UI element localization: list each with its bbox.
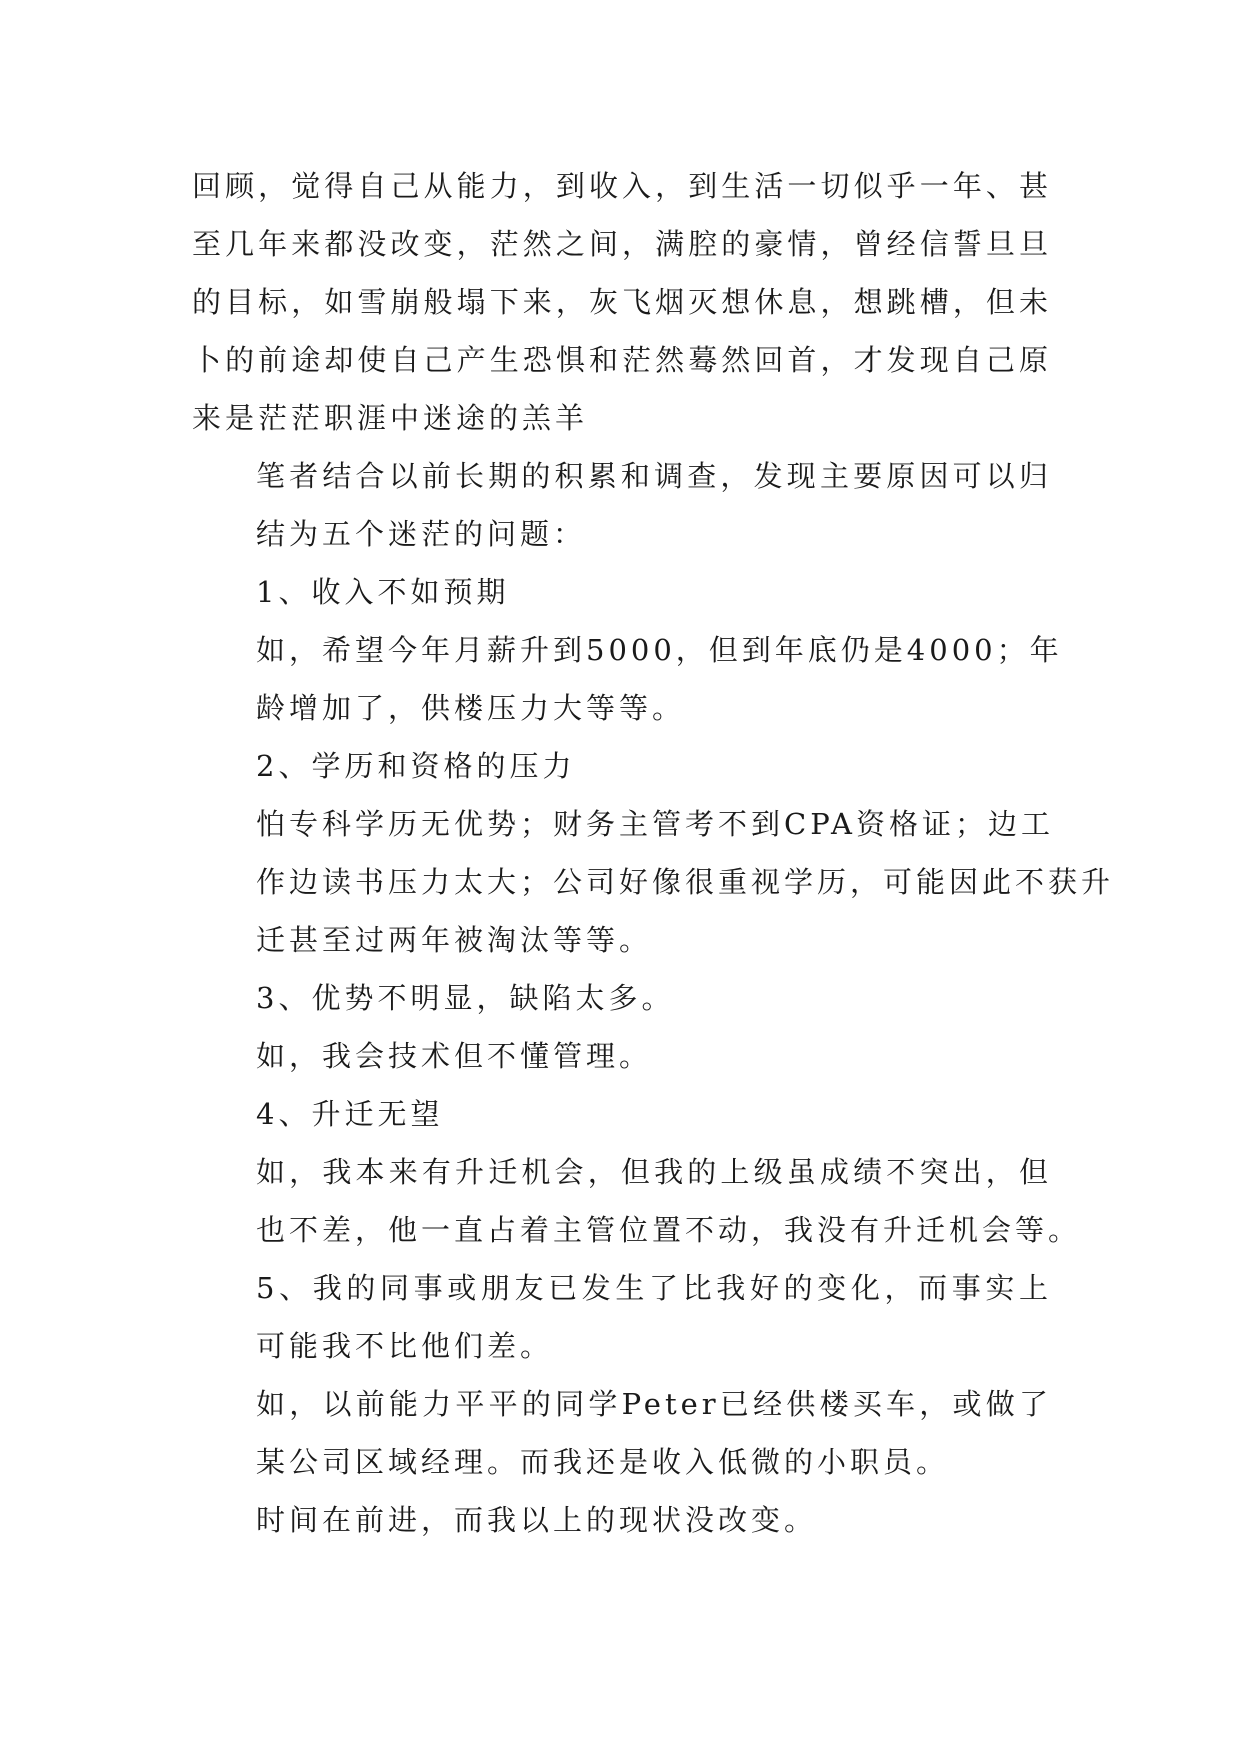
paragraph-item-1 <box>192 621 1063 737</box>
text-line: 如，我本来有升迁机会，但我的上级虽成绩不突出，但 <box>256 1155 1052 1189</box>
text-line: 2、学历和资格的压力 <box>256 749 576 783</box>
text-line: 来是茫茫职涯中迷途的羔羊 <box>192 401 589 435</box>
text-line: 迁甚至过两年被淘汰等等。 <box>256 923 653 957</box>
paragraph-intro <box>192 157 1052 447</box>
paragraph-item-4 <box>192 1143 1082 1259</box>
paragraph-item-2 <box>192 795 1115 969</box>
text-line: 可能我不比他们差。 <box>256 1329 554 1363</box>
text-line: 如，我会技术但不懂管理。 <box>256 1039 653 1073</box>
paragraph-item-3 <box>192 1027 1052 1085</box>
text-line: 至几年来都没改变，茫然之间，满腔的豪情，曾经信誓旦旦 <box>192 227 1052 261</box>
paragraph-conclusion <box>192 1491 1052 1549</box>
text-line: 某公司区域经理。而我还是收入低微的小职员。 <box>256 1445 950 1479</box>
paragraph-item-5 <box>192 1375 1052 1491</box>
heading-item-5 <box>192 1259 1052 1375</box>
text-line: 如，希望今年月薪升到5000，但到年底仍是4000；年 <box>256 633 1063 667</box>
text-line: 怕专科学历无优势；财务主管考不到CPA资格证；边工 <box>256 807 1054 841</box>
document-page <box>192 157 1115 1549</box>
text-line: 5、我的同事或朋友已发生了比我好的变化，而事实上 <box>256 1271 1052 1305</box>
text-line: 时间在前进，而我以上的现状没改变。 <box>256 1503 818 1537</box>
text-line: 结为五个迷茫的问题： <box>256 517 587 551</box>
text-line: 卜的前途却使自己产生恐惧和茫然蓦然回首，才发现自己原 <box>192 343 1052 377</box>
heading-item-2 <box>192 737 1052 795</box>
text-line: 4、升迁无望 <box>256 1097 444 1131</box>
text-line: 回顾，觉得自己从能力，到收入，到生活一切似乎一年、甚 <box>192 169 1052 203</box>
text-line: 3、优势不明显，缺陷太多。 <box>256 981 675 1015</box>
text-line: 龄增加了，供楼压力大等等。 <box>256 691 686 725</box>
text-line: 1、收入不如预期 <box>256 575 510 609</box>
text-line: 笔者结合以前长期的积累和调查，发现主要原因可以归 <box>256 459 1052 493</box>
text-line: 的目标，如雪崩般塌下来，灰飞烟灭想休息，想跳槽，但未 <box>192 285 1052 319</box>
heading-item-3 <box>192 969 1052 1027</box>
paragraph-summary <box>192 447 1052 563</box>
text-line: 也不差，他一直占着主管位置不动，我没有升迁机会等。 <box>256 1213 1082 1247</box>
heading-item-1 <box>192 563 1052 621</box>
text-line: 作边读书压力太大；公司好像很重视学历，可能因此不获升 <box>256 865 1115 899</box>
text-line: 如，以前能力平平的同学Peter已经供楼买车，或做了 <box>256 1387 1052 1421</box>
heading-item-4 <box>192 1085 1052 1143</box>
